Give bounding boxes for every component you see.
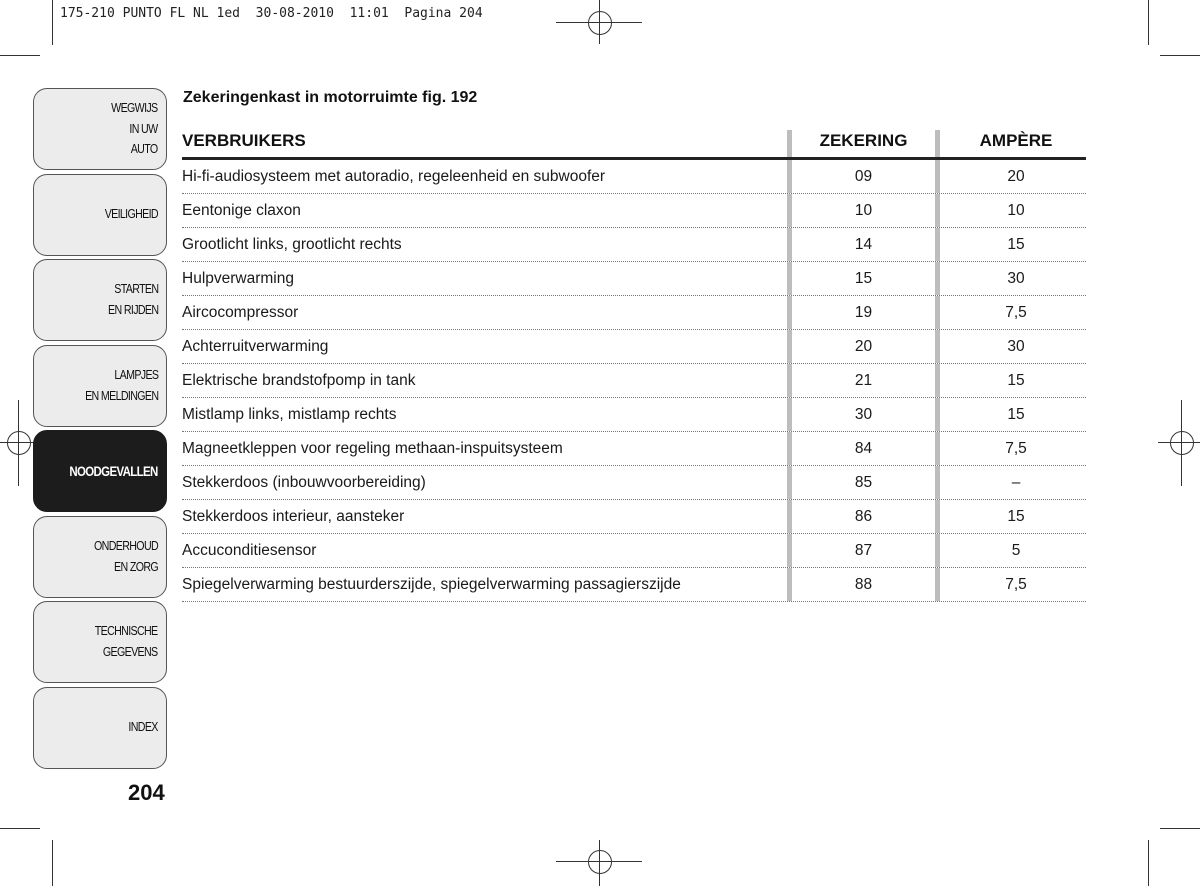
tab-lampjes[interactable]: [33, 345, 167, 427]
tab-starten[interactable]: [33, 259, 167, 341]
crop-mark: [52, 0, 53, 45]
cell-zekering: 84: [787, 432, 935, 465]
tab-label: WEGWIJS IN UW AUTO: [111, 99, 158, 157]
tab-label: ONDERHOUD EN ZORG: [94, 537, 158, 574]
cell-ampere: 30: [935, 262, 1086, 295]
cell-verbruiker: Achterruitverwarming: [182, 337, 329, 355]
cell-verbruiker: Stekkerdoos (inbouwvoorbereiding): [182, 473, 426, 491]
cell-ampere: 7,5: [935, 432, 1086, 465]
cell-ampere: 15: [935, 228, 1086, 261]
cell-ampere: 30: [935, 330, 1086, 363]
table-row: [182, 466, 1086, 500]
table-row: [182, 296, 1086, 330]
print-header: 175-210 PUNTO FL NL 1ed 30-08-2010 11:01 Pagina 204: [60, 6, 483, 21]
table-row: [182, 500, 1086, 534]
table-row: [182, 330, 1086, 364]
tab-noodgevallen[interactable]: [33, 430, 167, 512]
table-row: [182, 432, 1086, 466]
cell-verbruiker: Eentonige claxon: [182, 201, 301, 219]
tab-label: VEILIGHEID: [104, 206, 158, 222]
crop-mark: [0, 828, 40, 829]
crop-mark: [0, 55, 40, 56]
column-header-ampere: AMPÈRE: [935, 130, 1086, 157]
tab-label: INDEX: [128, 719, 158, 735]
chapter-tabs: [33, 88, 167, 772]
cell-zekering: 86: [787, 500, 935, 533]
cell-verbruiker: Spiegelverwarming bestuurderszijde, spiegelverwarming passagierszijde: [182, 575, 681, 593]
tab-label: NOODGEVALLEN: [69, 462, 158, 479]
cell-verbruiker: Magneetkleppen voor regeling methaan-inspuitsysteem: [182, 439, 563, 457]
cell-zekering: 10: [787, 194, 935, 227]
column-header-verbruikers: VERBRUIKERS: [182, 131, 306, 150]
cell-ampere: 20: [935, 160, 1086, 193]
registration-line: [1181, 400, 1182, 486]
cell-zekering: 87: [787, 534, 935, 567]
tab-wegwijs[interactable]: [33, 88, 167, 170]
cell-zekering: 14: [787, 228, 935, 261]
table-row: [182, 228, 1086, 262]
cell-ampere: 10: [935, 194, 1086, 227]
column-header-zekering: ZEKERING: [787, 130, 935, 157]
tab-technische-gegevens[interactable]: [33, 601, 167, 683]
registration-mark-left: [7, 431, 31, 455]
crop-mark: [1160, 828, 1200, 829]
tab-index[interactable]: [33, 687, 167, 769]
table-row: [182, 262, 1086, 296]
registration-line: [599, 840, 600, 886]
tab-veiligheid[interactable]: [33, 174, 167, 256]
cell-zekering: 09: [787, 160, 935, 193]
registration-mark-bottom: [588, 850, 612, 874]
cell-zekering: 85: [787, 466, 935, 499]
cell-verbruiker: Elektrische brandstofpomp in tank: [182, 371, 416, 389]
cell-zekering: 88: [787, 568, 935, 601]
cell-verbruiker: Grootlicht links, grootlicht rechts: [182, 235, 402, 253]
cell-verbruiker: Mistlamp links, mistlamp rechts: [182, 405, 397, 423]
tab-onderhoud[interactable]: [33, 516, 167, 598]
cell-ampere: 7,5: [935, 296, 1086, 329]
cell-zekering: 19: [787, 296, 935, 329]
table-row: [182, 398, 1086, 432]
cell-ampere: –: [935, 466, 1086, 499]
cell-ampere: 15: [935, 398, 1086, 431]
registration-mark-top: [588, 11, 612, 35]
cell-zekering: 15: [787, 262, 935, 295]
section-title: Zekeringenkast in motorruimte fig. 192: [183, 89, 478, 106]
tab-label: STARTEN EN RIJDEN: [107, 281, 158, 317]
crop-mark: [1148, 840, 1149, 886]
crop-mark: [1148, 0, 1149, 45]
cell-zekering: 21: [787, 364, 935, 397]
tab-label: LAMPJES EN MELDINGEN: [84, 366, 158, 403]
crop-mark: [1160, 55, 1200, 56]
cell-verbruiker: Hi-fi-audiosysteem met autoradio, regeleenheid en subwoofer: [182, 167, 606, 185]
table-body: [182, 160, 1086, 602]
cell-ampere: 15: [935, 364, 1086, 397]
fuse-table: [182, 130, 1086, 602]
registration-mark-right: [1170, 431, 1194, 455]
table-row: [182, 194, 1086, 228]
cell-verbruiker: Accuconditiesensor: [182, 541, 317, 559]
cell-ampere: 15: [935, 500, 1086, 533]
page-number: 204: [128, 780, 165, 805]
crop-mark: [52, 840, 53, 886]
table-header: [182, 130, 1086, 160]
registration-line: [599, 0, 600, 44]
table-row: [182, 160, 1086, 194]
table-row: [182, 534, 1086, 568]
cell-verbruiker: Aircocompressor: [182, 303, 299, 321]
cell-verbruiker: Hulpverwarming: [182, 269, 294, 287]
cell-zekering: 30: [787, 398, 935, 431]
table-row: [182, 568, 1086, 602]
cell-ampere: 7,5: [935, 568, 1086, 601]
cell-zekering: 20: [787, 330, 935, 363]
cell-verbruiker: Stekkerdoos interieur, aansteker: [182, 507, 405, 525]
tab-label: TECHNISCHE GEGEVENS: [95, 623, 158, 659]
table-row: [182, 364, 1086, 398]
registration-line: [1158, 442, 1200, 443]
registration-line: [18, 400, 19, 486]
cell-ampere: 5: [935, 534, 1086, 567]
